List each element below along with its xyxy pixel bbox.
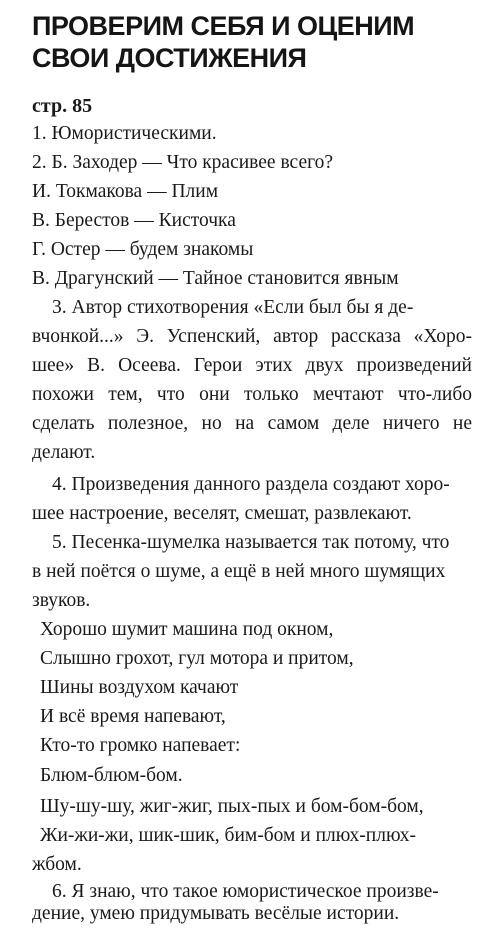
poem-line: жбом. <box>32 854 82 875</box>
answer-5-line-2: в ней поётся о шуме, а ещё в ней много шумящих <box>32 561 446 582</box>
poem-line: Блюм-блюм-бом. <box>40 765 183 786</box>
answer-2-line-1: 2. Б. Заходер — Что красивее всего? <box>32 152 334 173</box>
poem-line: Жи-жи-жи, шик-шик, бим-бом и плюх-плюх- <box>40 825 417 846</box>
answer-2-line-3: В. Берестов — Кисточка <box>32 210 236 231</box>
answer-4-line-1: 4. Произведения данного раздела создают хоро- <box>52 474 450 495</box>
answer-2-line-5: В. Драгунский — Тайное становится явным <box>32 268 399 289</box>
title-line-2: СВОИ ДОСТИЖЕНИЯ <box>32 43 307 73</box>
answer-3-line-3: шее» В. Осеева. Герои этих двух произведений <box>32 355 472 376</box>
answer-3-line-1: 3. Автор стихотворения «Если был бы я де- <box>52 297 414 318</box>
answer-4-line-2: шее настроение, веселят, смешат, развлекают. <box>32 503 412 524</box>
title-line-1: ПРОВЕРИМ СЕБЯ И ОЦЕНИМ <box>32 11 415 41</box>
answer-5-line-1: 5. Песенка-шумелка называется так потому, что <box>52 532 450 553</box>
page-title <box>32 10 472 74</box>
answer-3-line-6: делают. <box>32 442 96 463</box>
poem-line: Слышно грохот, гул мотора и притом, <box>40 648 354 669</box>
answer-3-line-2: вчонкой...» Э. Успенский, автор рассказа «Хоро- <box>32 326 472 347</box>
poem-line: Кто-то громко напевает: <box>40 735 241 756</box>
answer-2-line-4: Г. Остер — будем знакомы <box>32 239 254 260</box>
page-reference: стр. 85 <box>32 95 93 117</box>
poem-line: Хорошо шумит машина под окном, <box>40 619 334 640</box>
answer-5-line-3: звуков. <box>32 590 91 611</box>
poem-line: И всё время напевают, <box>40 706 226 727</box>
answer-2-line-2: И. Токмакова — Плим <box>32 181 219 202</box>
answer-6-line-2: дение, умею придумывать весёлые истории. <box>32 903 400 924</box>
poem-line: Шины воздухом качают <box>40 677 239 698</box>
answer-3-line-5: сделать полезное, но на самом деле ничего не <box>32 413 472 434</box>
answer-1: 1. Юмористическими. <box>32 123 217 144</box>
answer-6-line-1: 6. Я знаю, что такое юмористическое произве- <box>52 881 439 902</box>
answer-3-line-4: похожи тем, что они только мечтают что-либо <box>32 384 472 405</box>
poem-line: Шу-шу-шу, жиг-жиг, пых-пых и бом-бом-бом, <box>40 796 424 817</box>
